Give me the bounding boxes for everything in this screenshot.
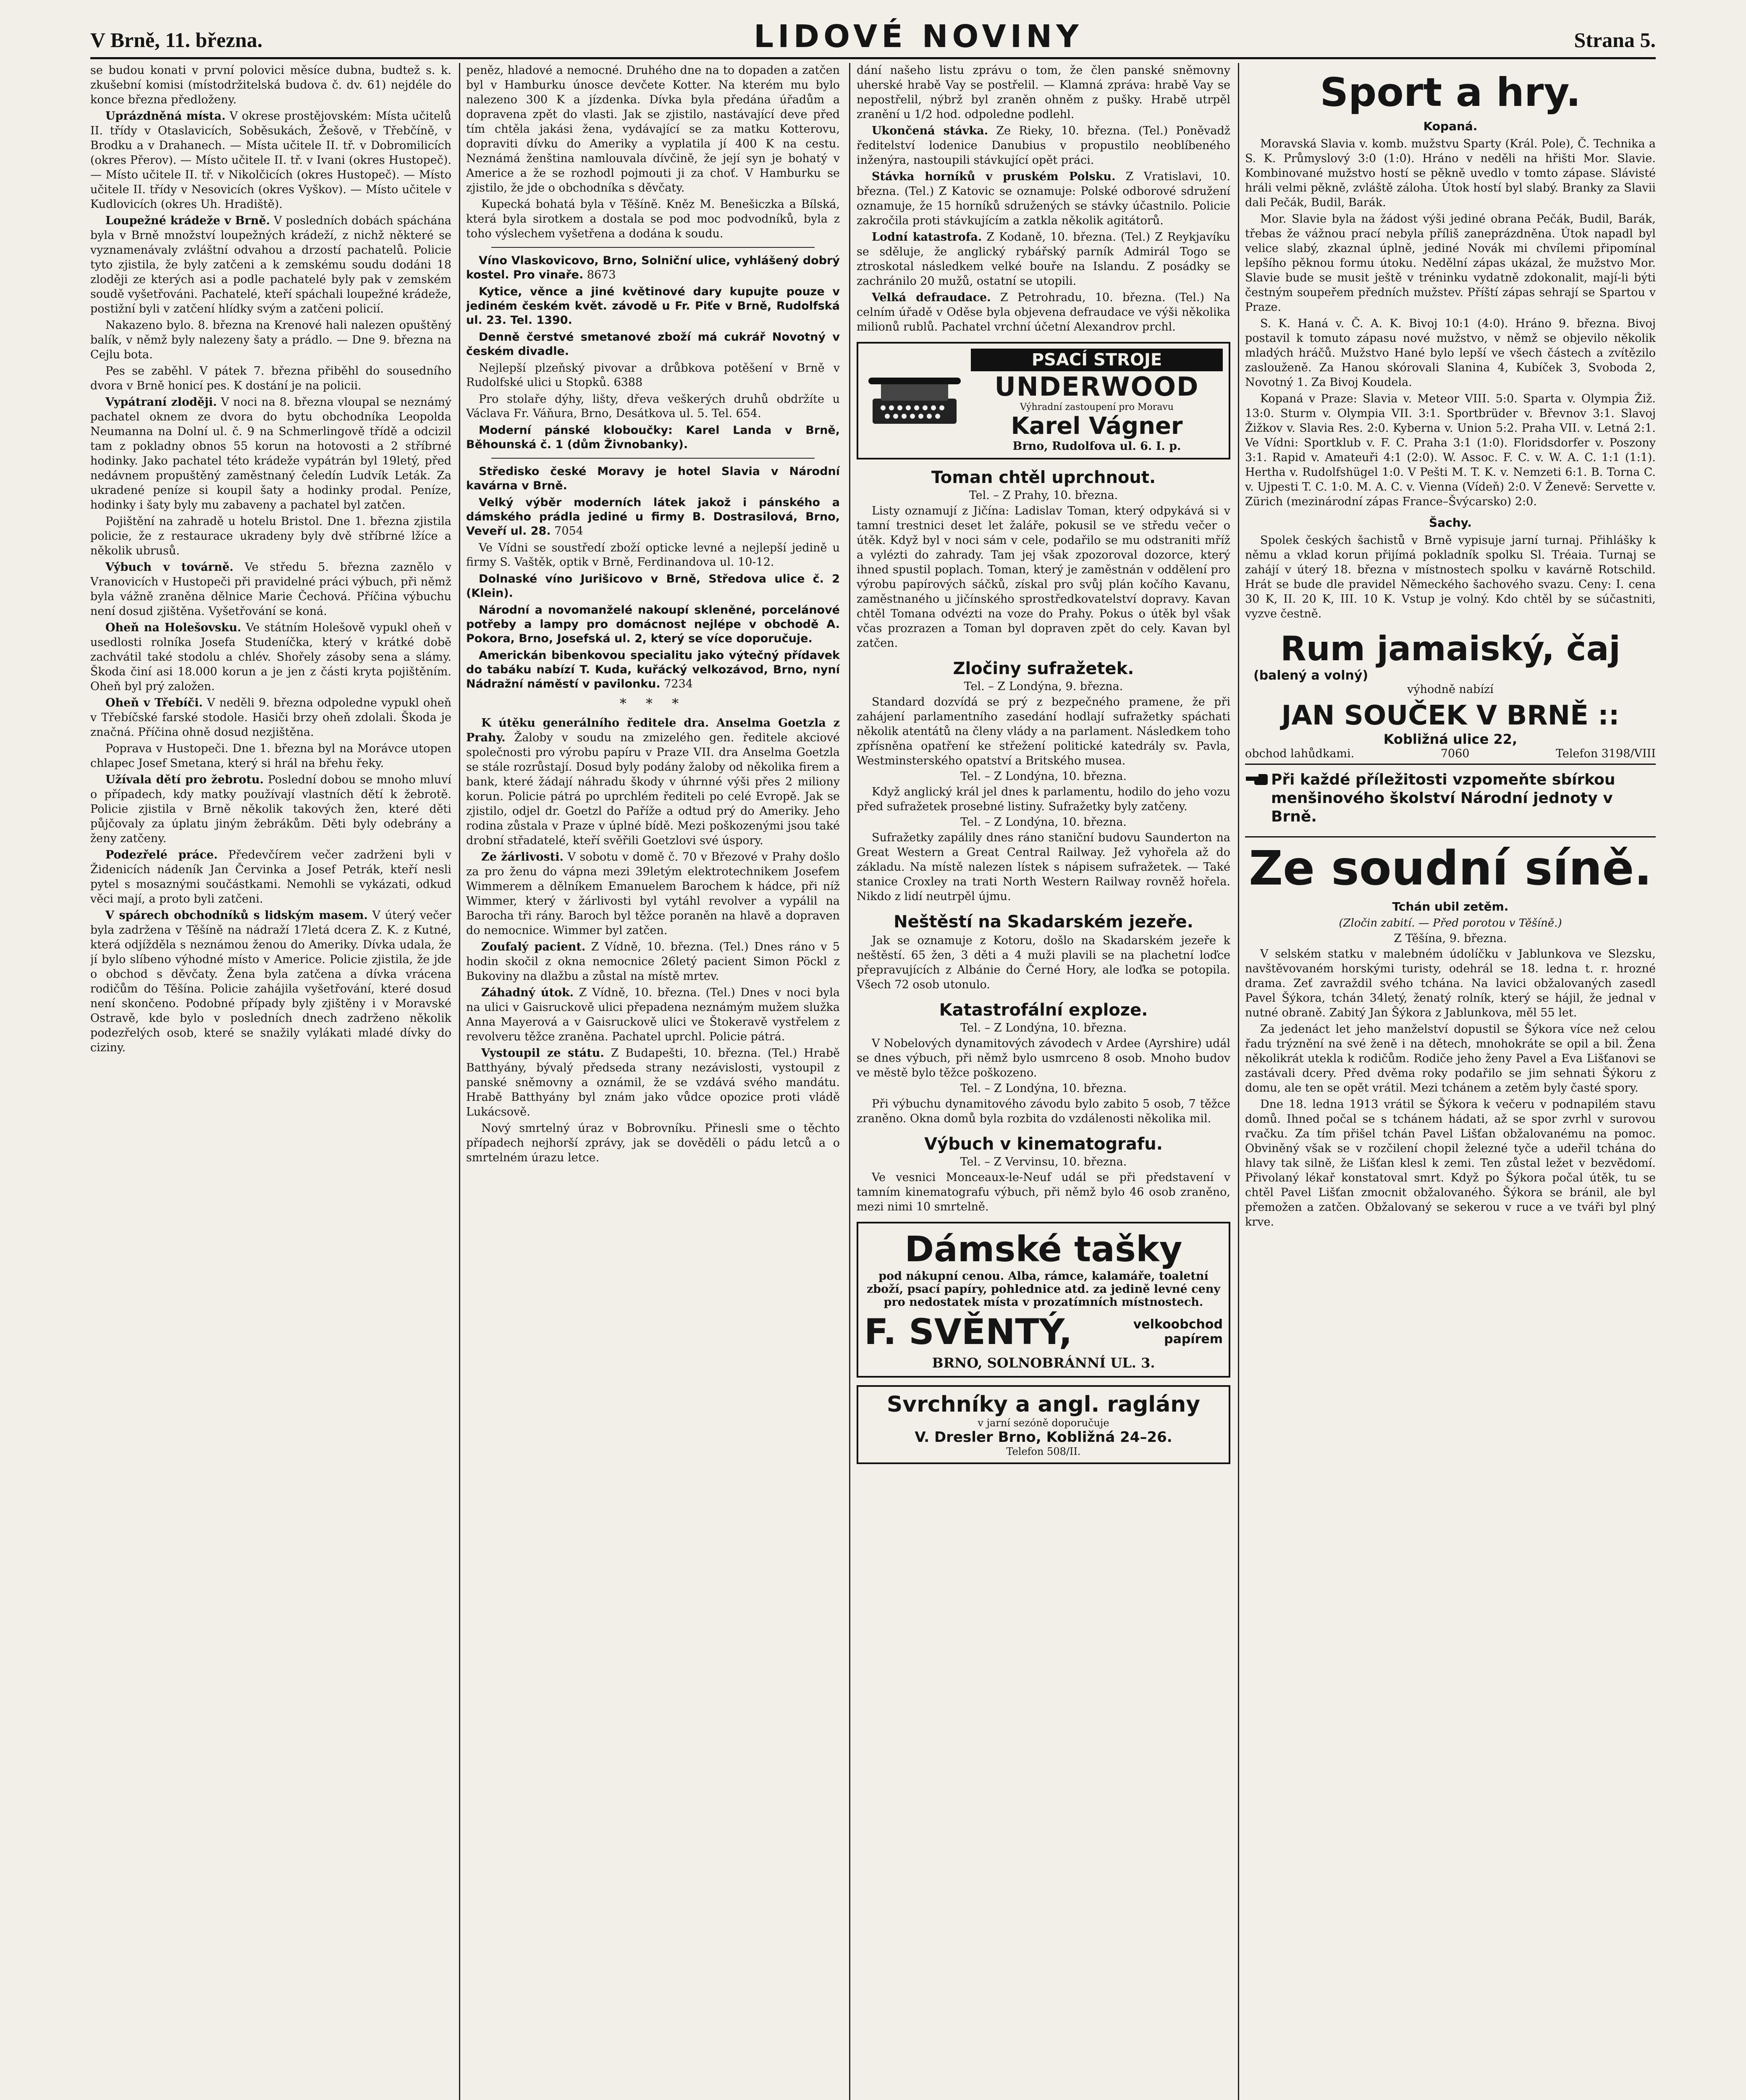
article-text: Ze žárlivosti. V sobotu v domě č. 70 v Březové v Prahy došlo za pro ženu do vápna mezi 39letým elektrotechnikem Josefem Wimmerem a dělníkem Emanuelem Barochem k hádce, při níž Wimmer, který v žárlivosti byl vytáhl revolver a vypálil na Barocha tři rány. Baroch byl těžce poraněn na hlavě a dopraven do nemocnice. Wimmer byl zatčen. [466,850,840,937]
article-text: Užívala dětí pro žebrotu. Poslední dobou se mnoho mluví o případech, kdy matky používají vlastních dětí k žebrotě. Policie zjistila v Brně několik takových žen, které děti půjčovaly za úplatu jiným žebrákům. Děti byly odebrány a ženy zatčeny. [90,773,451,845]
dateline: Tel. – Z Londýna, 10. března. [960,770,1127,783]
article-text: Pojištění na zahradě u hotelu Bristol. Dne 1. března zjistila policie, že z restaurace ukradeny byly dvě stříbrné lžíce a několik ubrusů. [90,515,451,557]
divider [491,247,815,248]
article-subhead: (Zločin zabití. — Před porotou v Těšíně.) [1339,917,1562,929]
page-number: Strana 5. [1574,28,1656,52]
article-text: Dne 18. ledna 1913 vrátil se Šýkora k večeru v podnapilém stavu domů. Ihned počal se s tchánem hádati, až se spor zvrhl v surovou rvačku. Za tím přišel tchán Pavel Lišťan obžalovanému na pomoc. Obviněný však se v rozčilení chopil železné tyče a udeřil tchána do hlavy tak silně, že Lišťan klesl k zemi. Ten zůstal ležet v bezvědomí. Přivolaný lékař konstatoval smrt. Když po Šýkora počal útěk, tu se chtěl Pavel Lišťan zmocnit obžalovaného. Šýkora se bránil, ale byl přemožen a zatčen. Obžalovaný se sekerou v ruce a ve tváři byl plný krve. [1245,1098,1656,1228]
typewriter-icon [864,369,965,432]
classified-ad: Americkán bibenkovou specialitu jako výtečný přídavek do tabáku nabízí T. Kuda, kuřácký velkozávod, Brno, nyní Nádražní náměstí v pavilonku. 7234 [466,649,840,690]
article-text: Sufražetky zapálily dnes ráno staniční budovu Saunderton na Great Western a Great Central Railway. Jež vyhořela až do základu. Na místě nalezen lístek s nápisem sufražetek. — Také stanice Croxley na trati North Western Railway rovněž hořela. Nikdo z lidí neutrpěl újmu. [857,831,1230,903]
article-text: Podezřelé práce. Předevčírem večer zadrženi byli v Židenicích nádeník Jan Červinka a Josef Petrák, kteří nesli pytel s mosaznými součástkami. Nemohli se vykázati, odkud věci mají, a proto byli zatčeni. [90,848,451,906]
article-text: se budou konati v první polovici měsíce dubna, budtež s. k. zkušební komisi (místodržitelská budova č. dv. 61) nejdéle do konce března předloženy. [90,64,451,106]
dateline: Tel. – Z Londýna, 10. března. [960,1021,1127,1034]
article-headline: Neštěstí na Skadarském jezeře. [894,912,1193,932]
article-text: Výbuch v továrně. Ve středu 5. března zaznělo v Vranovicích v Hustopeči při pravidelné práci výbuch, při němž byla vážně zraněna dělnice Marie Čechová. Příčina výbuchu není dosud zjištěna. Vyšetřování se koná. [90,561,451,618]
article-text: Záhadný útok. Z Vídně, 10. března. (Tel.) Dnes v noci byla na ulici v Gaisruckově ulici přepadena neznámým mužem služka Anna Mayerová a v Gaisruckově ulici ve Štokeravě vystřelem z revolveru těžce zraněna. Pachatel uprchl. Policie pátrá. [466,986,840,1043]
article-text: Nový smrtelný úraz v Bobrovníku. Přinesli sme o těchto případech nejhorší zprávy, jak se dověděli o pádu letců a o smrtelném úrazu letce. [466,1122,840,1164]
rum-ad [1245,630,1656,765]
notice [1245,771,1656,826]
column-2 [466,63,840,2100]
ad-vendor: F. SVĚNTÝ, [864,1311,1072,1352]
section-title-court: Ze soudní síně. [1245,836,1656,894]
ad-phone: Telefon 3198/VIII [1555,747,1656,760]
section-title-sport: Sport a hry. [1320,70,1581,116]
article-headline: Tchán ubil zetěm. [1392,900,1509,914]
article-headline: Toman chtěl uprchnout. [931,468,1156,487]
article-text: Zoufalý pacient. Z Vídně, 10. března. (Tel.) Dnes ráno v 5 hodin skočil z okna nemocnice 26letý pacient Simon Pöckl z Bukoviny na dlažbu a zůstal na místě mrtev. [466,940,840,983]
ad-text: pod nákupní cenou. Alba, rámce, kalamáře, toaletní zboží, psací papíry, pohlednice atd. za jedině levné ceny pro nedostatek místa v prozatímních místnostech. [866,1270,1221,1309]
ad-text: velkoobchod [1133,1317,1223,1332]
ad-vendor: JAN SOUČEK V BRNĚ :: [1281,700,1620,731]
classified-ad: Denně čerstvé smetanové zboží má cukrář Novotný v českém divadle. [466,331,840,358]
dateline: Tel. – Z Londýna, 10. března. [960,816,1127,829]
columns [90,63,1656,2100]
column-4 [1245,63,1656,2100]
divider [491,458,815,459]
article-text: Listy oznamují z Jičína: Ladislav Toman, který odpykává si v tamní trestnici deset let žaláře, pokusil se ve středu večer o útěk. Když byl v noci sám v cele, podařilo se mu odstraniti mříž a vylézti do zahrady. Tam jej však zpozoroval dozorce, který ihned spustil poplach. Toman, který je zaměstnán v oddělení pro výrobu papírových sáčků, získal pro svůj plán kočího Kavanu, zaměstnaného u jičínského sprostředkovatelství dopravy. Kavan chtěl Tomana odvézti na voze do Prahy. Pokus o útěk byl však včas prozrazen a Toman byl dopraven zpět do cely. Kavan byl zatčen. [857,504,1230,650]
article-headline: Zločiny sufražetek. [953,659,1134,678]
dateline: Tel. – Z Londýna, 9. března. [964,680,1123,693]
column-1 [90,63,451,2100]
article-text: V selském statku v malebném údolíčku v Jablunkova ve Slezsku, navštěvovaném horskými turisty, odehrál se 18. ledna t. r. hrozné drama. Zeť zavraždil svého tchána. Na lavici obžalovaných zasedl Pavel Šýkora, tchán 34letý, ženatý rolník, který se hájil, že jednal v nutné obraně. Zabitý Jan Šýkora z Jablunkova, měl 55 let. [1245,948,1656,1019]
classified-ad: Velký výběr moderních látek jakož i pánského a dámského prádla jediné u firmy B. Dostrasilová, Brno, Veveří ul. 28. 7054 [466,496,840,538]
ad-heading: PSACÍ STROJE [971,349,1223,371]
ad-text: výhodně nabízí [1407,683,1494,696]
ad-heading: Rum jamaiský, čaj [1280,629,1620,668]
dateline: Z Těšína, 9. března. [1394,932,1507,945]
article-text: Spolek českých šachistů v Brně vypisuje jarní turnaj. Přihlášky k němu a vklad korun přijímá pokladník spolku Sl. Tréaia. Turnaj se zahájí v úterý 18. března v místnostech spolku v kavárně Rotschild. Hrát se bude dle pravidel Německého šachového svazu. Ceny: I. cena 30 K, II. 20 K, III. 10 K. Vstup je volný. Kdo chtěl by se súčastniti, vyzve čestně. [1245,534,1656,620]
article-text: Moravská Slavia v. komb. mužstvu Sparty (Král. Pole), Č. Technika a S. K. Průmyslový 3:0 (1:0). Hráno v neděli na hřišti Mor. Slavie. Kombinované mužstvo hostí se pěkně uvedlo v tomto zápase. Slávisté hráli velmi pěkně, zvláště záloha. Útok hostí byl slabý. Branky za Slavii dali Pečák, Budil, Barák. [1245,137,1656,209]
article-text: dání našeho listu zprávu o tom, že člen panské sněmovny uherské hrabě Vay se postřelil. — Klamná zpráva: hrabě Vay se nepostřelil, nýbrž byl zraněn ohněm z pušky. Hrabě utrpěl zranění u 1/2 hod. odpoledne podlehl. [857,64,1230,121]
ad-text: v jarní sezóně doporučuje [978,1417,1109,1429]
masthead [90,8,1656,59]
article-text: Standard dozvídá se prý z bezpečného pramene, že při zahájení parlamentního zasedání hodlají sufražetky spáchati několik atentátů na členy vlády a na parlament. Následkem toho zpřísněna opatření ke střežení politické katedrály sv. Pavla, Westminsterského opatství a Britského musea. [857,696,1230,767]
classified-ad: Víno Vlaskovicovo, Brno, Solniční ulice, vyhlášený dobrý kostel. Pro vinaře. 8673 [466,254,840,281]
article-text: Při výbuchu dynamitového závodu bylo zabito 5 osob, 7 těžce zraněno. Okna domů byla rozbita do vzdálenosti několika mil. [857,1097,1230,1125]
article-text: Velká defraudace. Z Petrohradu, 10. března. (Tel.) Na celním úřadě v Oděse byla objevena defraudace ve výši několika milionů rublů. Pachatel vrchní účetní Alexandrov prchl. [857,291,1230,333]
section-subtitle: Šachy. [1429,516,1472,530]
classified-ad: Středisko české Moravy je hotel Slavia v Národní kavárna v Brně. [466,465,840,492]
classified-ad: Kytice, věnce a jiné květinové dary kupujte pouze v jediném českém květ. závodě u Fr. Piťe v Brně, Rudolfská ul. 23. Tel. 1390. [466,285,840,327]
newspaper-title: LIDOVÉ NOVINY [753,18,1083,55]
handbags-ad [857,1222,1230,1378]
classified-ad: Ve Vídni se soustředí zboží opticke levné a nejlepší jedině u firmy S. Vaštěk, optik v Brně, Ferdinandova ul. 10-12. [466,541,840,569]
ad-address: Kobližná ulice 22, [1383,731,1518,747]
ad-text: (balený a volný) [1253,668,1368,683]
article-text: Poprava v Hustopeči. Dne 1. března byl na Morávce utopen chlapec Josef Smetana, který si hrál na břehu řeky. [90,742,451,770]
classified-ad: Národní a novomanželé nakoupí skleněné, porcelánové potřeby a lampy pro domácnost nejlépe v obchodě A. Pokora, Brno, Josefská ul. 2, který se více doporučuje. [466,604,840,645]
notice-text: Při každé příležitosti vzpomeňte sbírkou menšinového školství Národní jednoty v Brně. [1271,771,1615,825]
article-text: Oheň na Holešovsku. Ve státním Holešově vypukl oheň v usedlosti rolníka Josefa Studeníčka, který v krátké době zachvátil také stodolu a chlév. Shořely zásoby sena a slámy. Škoda činí asi 18.000 korun a je jen z části kryta pojištěním. Oheň byl prý založen. [90,621,451,693]
section-stars: * * * [619,696,687,711]
classified-ad: Nejlepší plzeňský pivovar a drůbkova potěšení v Brně v Rudolfské ulici u Stopků. 6388 [466,362,840,389]
article-text: V spárech obchodníků s lidským masem. V úterý večer byla zadržena v Těšíně na nádraží 17letá dcera Z. K. z Kutné, která odjížděla s neznámou ženou do Ameriky. Dívka udala, že jí bylo slíbeno výhodné místo v Americe. Policie zjistila, že jde o obchod s děvčaty. Žena byla zatčena a dívka vrácena rodičům do Těšína. Policie zahájila vyšetřování, které dosud není skončeno. Podobné případy byly zjištěny i v Moravské Ostravě, kde bylo v posledních dnech zadrženo několik podezřelých osob, které se snažily vylákati mladé dívky do ciziny. [90,909,451,1054]
ad-address: V. Dresler Brno, Kobližná 24–26. [915,1429,1172,1446]
section-subtitle: Kopaná. [1423,119,1478,133]
article-text: S. K. Haná v. Č. A. K. Bivoj 10:1 (4:0). Hráno 9. března. Bivoj postavil k tomuto zápasu nové mužstvo, v němž se objevilo několik mladých hráčů. Mužstvo Hané bylo lepší ve všech částech a zvítězilo zaslouženě. Za Hanou skórovali Slanina 4, Kubíček 3, Svoboda 2, Novotný 1. Za Bivoj Koudela. [1245,317,1656,389]
dateline: Tel. – Z Londýna, 10. března. [960,1082,1127,1095]
article-text: Vystoupil ze státu. Z Budapešti, 10. března. (Tel.) Hrabě Batthyány, bývalý předseda strany nezávislosti, vystoupil z panské sněmovny a oznámil, že se vzdává svého mandátu. Hrabě Batthyány byl znám jako vůdce opozice proti vládě Lukácsově. [466,1047,840,1118]
article-text: Lodní katastrofa. Z Kodaně, 10. března. (Tel.) Z Reykjavíku se sděluje, že anglický rybářský parník Admirál Togo se ztroskotal následkem velké bouře na Islandu. Z posádky se zachránilo 20 mužů, ostatní se utopili. [857,231,1230,288]
article-text: Pes se zaběhl. V pátek 7. března přiběhl do sousedního dvora v Brně honicí pes. K dostání je na policii. [90,365,451,392]
article-text: Stávka horníků v pruském Polsku. Z Vratislavi, 10. března. (Tel.) Z Katovic se oznamuje: Polské odborové sdružení oznamuje, že 15 horníků sdružených se stávky účastnilo. Policie zakročila proti stávkujícím a zatkla několik agitátorů. [857,170,1230,227]
article-text: Mor. Slavie byla na žádost výši jediné obrana Pečák, Budil, Barák, třebas že vážnou prací nebyla příliš zaneprázdněna. Útok napadl byl velice slabý, zkaznal úplně, jediné Novák mi chvílemi připomínal lepšího pěknou formu útoku. Nedělní zápas ukázal, že mužstvo Mor. Slavie bude se musit ještě v tréninku vydatně zdokonalit, mají-li býti čestným soupeřem předních mužstev. Příští zápas sehrají se Spartou v Praze. [1245,213,1656,314]
article-text: K útěku generálního ředitele dra. Anselma Goetzla z Prahy. Žaloby v soudu na zmizelého gen. ředitele akciové společnosti pro výrobu papíru v Praze VII. dra Anselma Goetzla se stále rozrůstají. Dosud byly podány žaloby od několika firem a bank, které žádají náhradu škody v úhrnné výši přes 2 miliony korun. Policie pátrá po uprchlém řediteli po celé Evropě. Jak se zjistilo, odjel dr. Goetzl do Paříže a odtud prý do Ameriky. Jeho rodina zůstala v Praze v úplné bídě. Mezi poškozenými jsou také drobní střadatelé, kteří svěřili Goetzlovi své úspory. [466,717,840,847]
dateline: Tel. – Z Prahy, 10. března. [969,489,1118,502]
column-3 [857,63,1230,2100]
ad-heading: Svrchníky a angl. raglány [886,1392,1201,1417]
article-text: Uprázdněná místa. V okrese prostějovském: Místa učitelů II. třídy v Otaslavicích, Soběsukách, Žešově, v Třebčíně, v Brodku a v Drahanech. — Místa učitele II. tř. v Dobromilicích (okres Přerov). — Místo učitele II. tř. v Ivani (okres Hustopeč). — Místo učitele II. tř. v Nikolčicích (okres Hustopeč). — Místo učitele II. třídy v Nesovicích (okres Vyškov). — Místo učitele v Kudlovicích (okres Uh. Hradiště). [90,110,451,211]
ad-brand: UNDERWOOD [994,371,1199,402]
ad-number: 7060 [1440,747,1470,760]
ad-text: papírem [1164,1332,1223,1347]
ad-address: Brno, Rudolfova ul. 6. I. p. [1012,440,1181,453]
article-text: Kupecká bohatá byla v Těšíně. Kněz M. Benešiczka a Bílská, která byla sirotkem a dostala se pod moc podvodníků, byla z toho výslechem vyšetřena a dodána k soudu. [466,198,840,240]
classified-ad: Pro stolaře dýhy, lišty, dřeva veškerých druhů obdržíte u Václava Fr. Váňura, Brno, Desátkova ul. 5. Tel. 654. [466,393,840,420]
article-text: peněz, hladové a nemocné. Druhého dne na to dopaden a zatčen byl v Hamburku únosce devčete Kotter. Na kterém mu bylo nalezeno 300 K a jízdenka. Dívka byla předána úřadům a dopravena zpět do vlasti. Jak se zjistilo, nastávající deve před tím chtěla jakási žena, vydávající se za matku Kotterovu, dopraviti dívku do Ameriky a vyplatila jí 400 K na cestu. Neznámá ženština namlouvala dívčině, že její syn je bohatý v Americe a že se rozhodl pojmouti ji za choť. V Hamburku se zjistilo, že jde o obchodníka s děvčaty. [466,64,840,194]
article-text: Ukončená stávka. Ze Rieky, 10. března. (Tel.) Poněvadž ředitelství lodenice Danubius v propustilo neoblíbeného inženýra, nastoupili stávkující opět práci. [857,124,1230,167]
article-text: Nakazeno bylo. 8. března na Krenové hali nalezen opuštěný balík, v němž byly nalezeny šaty a prádlo. — Dne 9. března na Cejlu bota. [90,319,451,361]
article-text: Oheň v Třebíči. V neděli 9. března odpoledne vypukl oheň v Třebíčské farské stodole. Hasiči brzy oheň zdolali. Škoda je značná. Příčina ohně dosud nezjištěna. [90,696,451,739]
dateline: Tel. – Z Vervinsu, 10. března. [960,1155,1127,1168]
ad-phone: Telefon 508/II. [1006,1446,1081,1457]
article-headline: Katastrofální exploze. [939,1000,1148,1020]
pointing-hand-icon [1245,772,1269,787]
ad-text: Výhradní zastoupení pro Moravu [1020,402,1174,412]
classified-ad: Dolnaské víno Jurišicovo v Brně, Středova ulice č. 2 (Klein). [466,572,840,600]
ad-text: obchod lahůdkami. [1245,747,1355,760]
coats-ad [857,1385,1230,1464]
article-text: Vypátraní zloději. V noci na 8. března vloupal se neznámý pachatel oknem ze dvora do bytu obchodníka Leopolda Neumanna na Dolní ul. č. 9 na Schmerlingově třídě a odcizil tam z pokladny obnos 55 korun na hotovosti a 2 stříbrné hodinky. Jako pachatel této krádeže vypátrán byl 19letý, před nedávnem propuštěný zaměstnaný čeledín Ludvík Leták. Za ukradené peníze si koupil šaty a hodinky prodal. Peníze, hodinky i šaty byly mu zabaveny a pachatel byl zatčen. [90,396,451,512]
article-text: Ve vesnici Monceaux-le-Neuf udál se při představení v tamním kinematografu výbuch, při němž bylo 46 osob zraněno, mezi nimi 10 smrtelně. [857,1171,1230,1213]
ad-heading: Dámské tašky [904,1228,1182,1270]
article-text: Jak se oznamuje z Kotoru, došlo na Skadarském jezeře k neštěstí. 65 žen, 3 děti a 4 muži plavili se na plachetní loďce přepravujících z Albánie do Černé Hory, ale loďka se potopila. Všech 72 osob utonulo. [857,934,1230,991]
article-text: Za jedenáct let jeho manželství dopustil se Šýkora více než celou řadu trýznění na své ženě i na dětech, mnohokráte se opil a bil. Žena několikrát utekla k rodičům. Rodiče jeho ženy Pavel a Eva Lišťanovi se zastávali dcery. Před dvěma roky podařilo se jim sehnati Šýkoru z domu, ale ten se opět vrátil. Mezi tchánem a zetěm byly časté spory. [1245,1023,1656,1095]
article-text: Loupežné krádeže v Brně. V posledních dobách spáchána byla v Brně množství loupežných krádeží, z nichž některé se vyznamenávaly zvláštní odvahou a drzostí pachatelů. Policie tyto zjistila, že byly zatčeni a k zemskému soudu dodáni 18 zloději ze kterých asi a podle pachatelé byly pak v zemském soudě vyšetřováni. Pachatelé, kteří spáchali loupežné krádeže, postižní byli v zatčení hlídky svým a zatčeni policií. [90,214,451,315]
masthead-date: V Brně, 11. března. [90,28,263,52]
article-text: Kopaná v Praze: Slavia v. Meteor VIII. 5:0. Sparta v. Olympia Žiž. 13:0. Sturm v. Olympia VII. 3:1. Sportbrüder v. Břevnov 3:1. Slavoj Žižkov v. Slavia Res. 2:0. Kyberna v. Union 5:2. Praha VII. v. Letná 2:1. Ve Vídni: Sportklub v. F. C. Praha 3:1 (1:0). Floridsdorfer v. Poszony 3:1. Rapid v. Amateuři 4:1 (2:0). W. Assoc. F. C. v. W. A. C. 1:1 (1:1). Hertha v. Rudolfshügel 1:0. V Pešti M. T. K. v. Nemzeti 6:1. B. Torna C. v. Ujpesti T. C. 1:0. M. A. C. v. Vienna (Vídeň) 2:0. V Ženevě: Servette v. Zürich (mezinárodní zápas France–Švýcarsko) 2:0. [1245,392,1656,508]
ad-vendor: Karel Vágner [1011,412,1183,440]
article-headline: Výbuch v kinematografu. [924,1134,1163,1154]
classified-ad: Moderní pánské kloboučky: Karel Landa v Brně, Běhounská č. 1 (dům Živnobanky). [466,424,840,451]
ad-address: BRNO, SOLNOBRÁNNÍ UL. 3. [932,1355,1155,1371]
underwood-ad [857,342,1230,459]
article-text: Když anglický král jel dnes k parlamentu, hodilo do jeho vozu před sufražetek prosebné listiny. Sufražetky byly zatčeny. [857,785,1230,813]
article-text: V Nobelových dynamitových závodech v Ardee (Ayrshire) udál se dnes výbuch, při němž bylo usmrceno 8 osob. Mnoho budov ve městě bylo těžce poškozeno. [857,1037,1230,1079]
